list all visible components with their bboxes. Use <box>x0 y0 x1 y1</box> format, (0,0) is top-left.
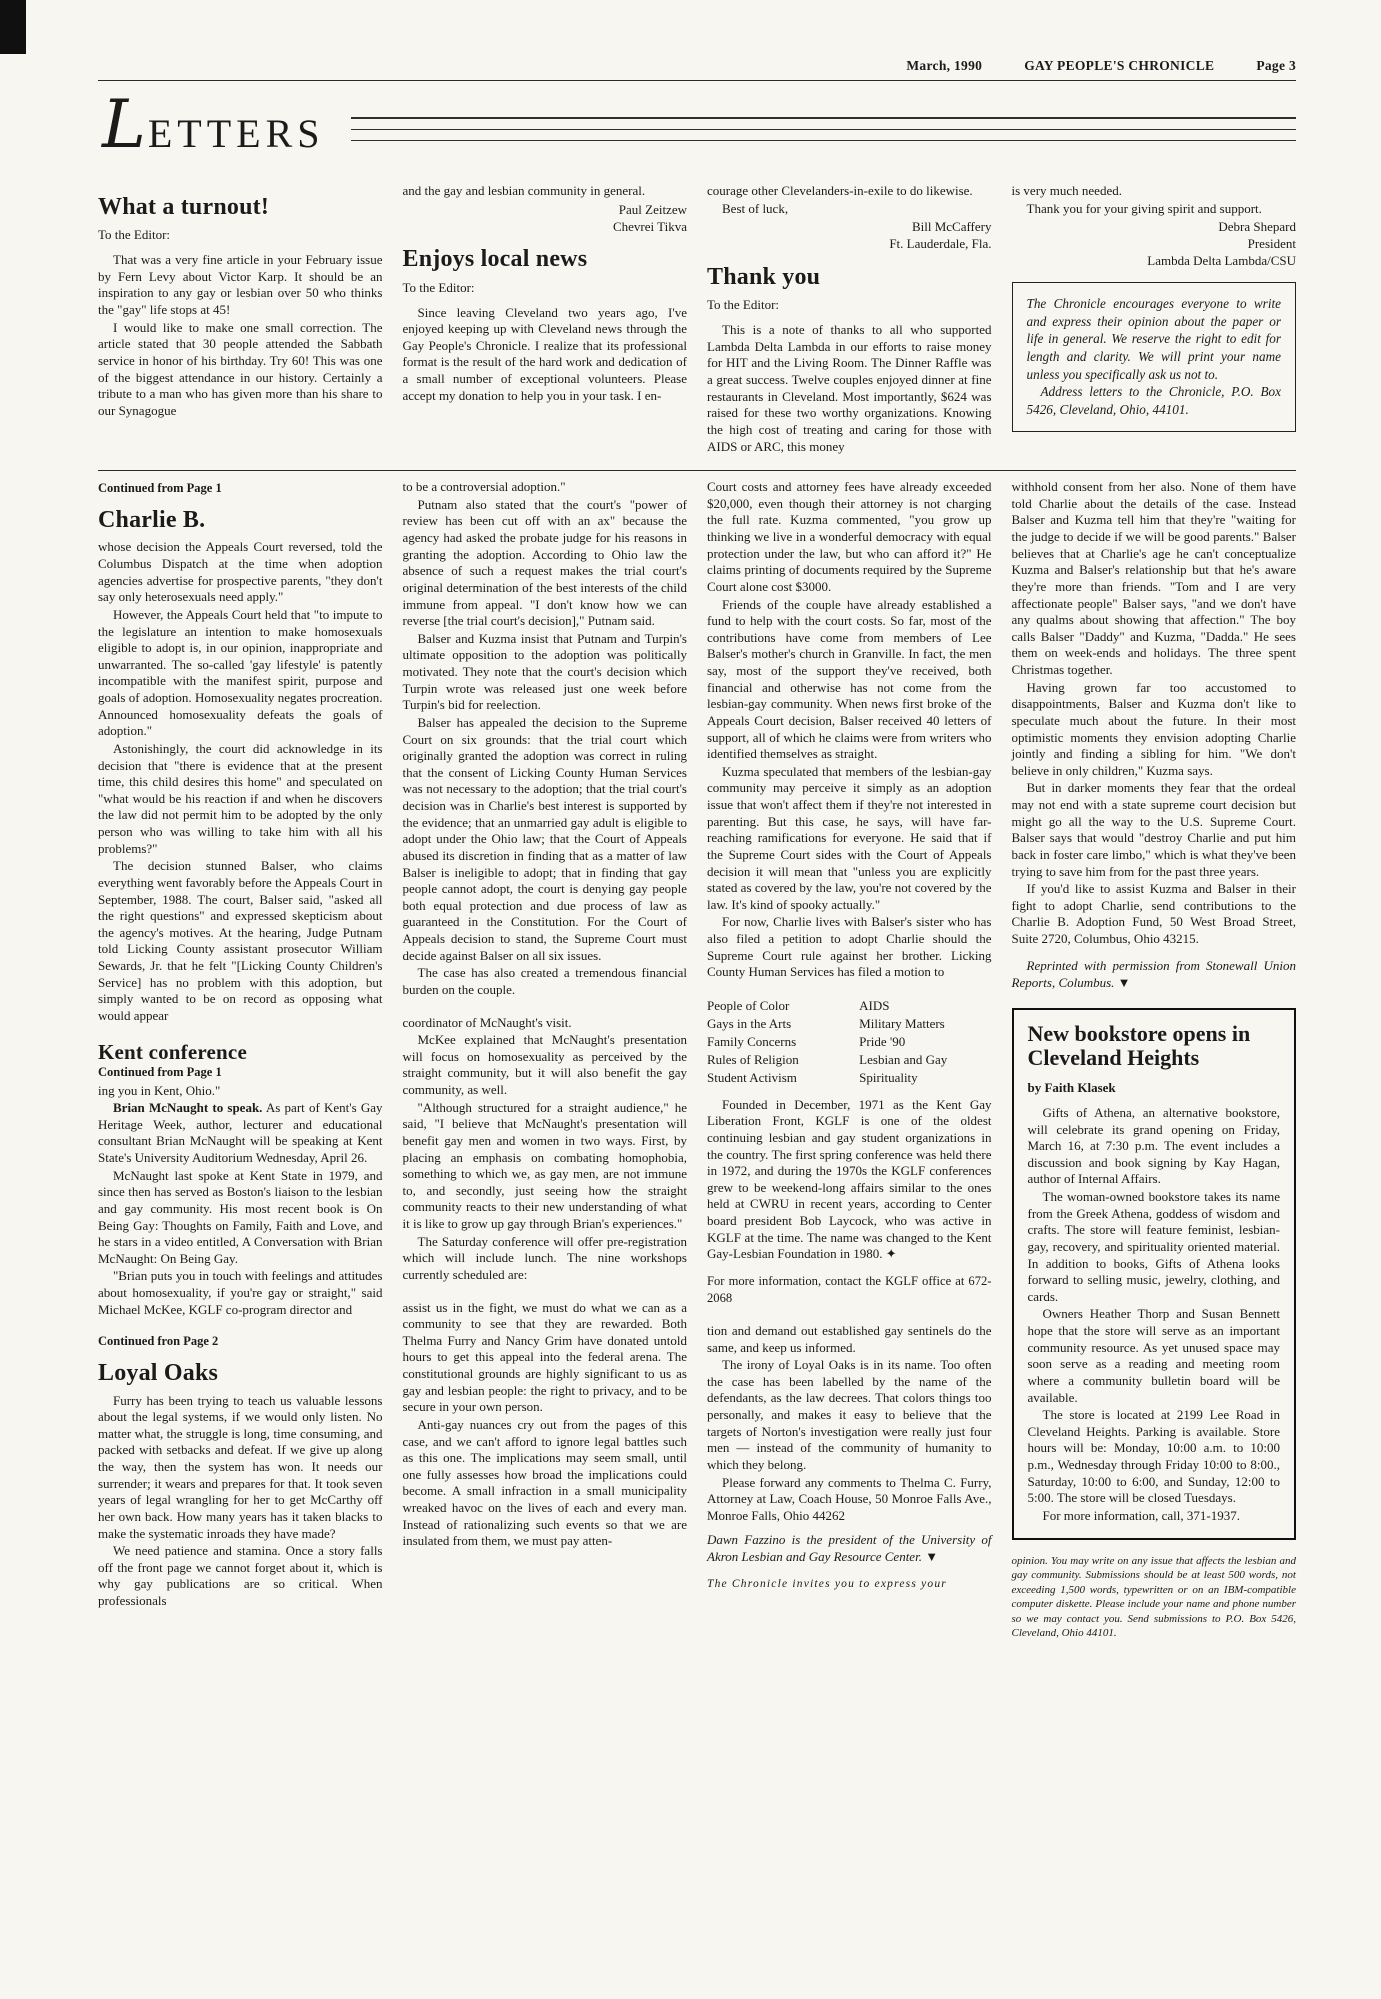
paragraph: Furry has been trying to teach us valuable lessons about the legal systems, if we would only listen. No matter what, the struggle is long, time consuming, and packed with setbacks and defeat. If we give up along the way, then the system has won. It needs our surrender; it wears and prepares for that. It took seven years of legal wrangling for her to get McCarthy off her own back. How many years has it taken blacks to make the systematic inroads they have made? <box>98 1392 383 1541</box>
paragraph: The Saturday conference will offer pre-registration which will include lunch. The nine workshops currently scheduled are: <box>402 1233 687 1282</box>
workshop-item: Family Concerns <box>707 1033 797 1049</box>
paragraph: and the gay and lesbian community in general. <box>402 183 646 198</box>
continued-label: Continued fron Page 2 <box>98 1334 219 1349</box>
workshop-item: Pride '90 <box>859 1033 906 1049</box>
paragraph: If you'd like to assist Kuzma and Balser in their fight to adopt Charlie, send contributions to the Charlie B. Adoption Fund, 50 West Broad Street, Suite 2720, Columbus, Ohio 43215. <box>1011 881 1296 947</box>
main-column-2 <box>403 479 688 1651</box>
paragraph: The store is located at 2199 Lee Road in Cleveland Heights. Parking is available. Store hours will be: Monday, 10:00 a.m. to 10:00 p.m., Wednesday through Friday 10:00 to 8:00., Saturday, 10:00 to 6:00, and Sunday, 12:00 to 5:00. The store will be closed Tuesdays. <box>1027 1407 1280 1506</box>
letters-wordmark-text: ETTERS <box>147 111 325 156</box>
letters-column-2 <box>403 183 688 456</box>
closing-line: Best of luck, <box>722 200 789 216</box>
continued-label: Continued from Page 1 <box>98 481 222 496</box>
salutation: To the Editor: <box>402 279 475 295</box>
letters-initial-l: L <box>102 86 146 163</box>
paragraph: This is a note of thanks to all who supported Lambda Delta Lambda in our efforts to raise money for HIT and the Living Room. The Dinner Raffle was a great success. Twelve couples enjoyed dinner at fine restaurants in Cleveland. Most importantly, $624 was raised for these two worthy organizations. Knowing the high cost of treating and caring for those with AIDS or ARC, this money <box>707 322 992 454</box>
paragraph: withhold consent from her also. None of them have told Charlie about the details of the case. Instead Balser and Kuzma tell him that they're "waiting for the judge to decide if we will be good parents." Balser believes that at Charlie's age he can't conceptualize Kuzma and Balser's relationship but that he's aware they're more than friends. "Tom and I are very affectionate people" Balser says, "and we don't have any qualms about showing that affection." The boy calls Balser "Daddy" and Kuzma, "Dadda." He sees them on week-ends and holidays. The three spent Christmas together. <box>1011 479 1296 678</box>
letters-column-4 <box>1012 183 1297 456</box>
notice-paragraph: The Chronicle encourages everyone to write and express their opinion about the paper or life in general. We reserve the right to edit for length and clarity. We will print your name unless you specifically ask us not to. <box>1026 295 1281 382</box>
paragraph: Friends of the couple have already established a fund to help with the court costs. So far, most of the contributions have come from members of Lee Balser's mother's church in Granville. In fact, the men say, most of the support they've received, both financial and otherwise has not come from the lesbian-gay community. When news first broke of the Appeals Court decision, Balser received 40 letters of support, all of which he claims were from writers who identified themselves as straight. <box>707 596 992 762</box>
paragraph: Having grown far too accustomed to disappointments, Balser and Kuzma don't like to speculate much about the future. In their most optimistic moments they envision adopting Charlie jointly and finding a sibling for him. "We don't believe in only children," Kuzma says. <box>1011 679 1296 778</box>
chronicle-invite-line: The Chronicle invites you to express your <box>707 1578 947 1591</box>
letters-section <box>98 183 1296 456</box>
salutation: To the Editor: <box>707 297 780 313</box>
notice-paragraph: Address letters to the Chronicle, P.O. Box 5426, Cleveland, Ohio, 44101. <box>1026 384 1281 418</box>
paragraph: The case has also created a tremendous financial burden on the couple. <box>402 965 687 997</box>
signature-name: Bill McCaffery <box>911 219 992 235</box>
article-charlie-b-col4 <box>1012 479 1297 991</box>
paragraph: Balser and Kuzma insist that Putnam and Turpin's ultimate opposition to the adoption was politically motivated. They note that the court's decision which Turpin wrote was released just one week before Turpin's bid for reelection. <box>402 630 687 713</box>
paragraph: Astonishingly, the court did acknowledge in its decision that "there is evidence that at the present time, this child desires this home" and speculated on "what would be his reaction if and when he discovers the law did not permit him to be adopted by the only person who was willing to take him with all his problems?" <box>98 740 383 856</box>
article-kent-conference-col2 <box>403 1015 688 1284</box>
header-publication: GAY PEOPLE'S CHRONICLE <box>1024 58 1215 73</box>
header-date: March, 1990 <box>906 58 983 73</box>
article-title-bookstore: New bookstore opens in Cleveland Heights <box>1027 1020 1251 1070</box>
main-column-3 <box>707 479 992 1651</box>
article-title-kent-conference: Kent conference <box>98 1039 247 1064</box>
paragraph: Kuzma speculated that members of the lesbian-gay community may perceive it simply as an adoption issue that won't affect them if they're not interested in parenting. But this case, he says, will have far-reaching ramifications for everyone. He said that if the Supreme Court sides with the Court of Appeals decision it will mean that "unless you are explicitly stated as covered by the law, you're not covered by the law. It's kind of spooky actually." <box>707 763 992 912</box>
workshop-item: People of Color <box>707 997 790 1013</box>
workshop-item: Rules of Religion <box>707 1051 799 1067</box>
workshop-list <box>707 997 992 1087</box>
paragraph: For now, Charlie lives with Balser's sister who has also filed a petition to adopt Charlie should the Supreme Court rule against her brother. Licking County Human Services has filed a motion to <box>707 914 992 980</box>
signature-location: Ft. Lauderdale, Fla. <box>889 236 992 252</box>
paragraph <box>98 1100 383 1167</box>
main-section <box>98 479 1296 1651</box>
paragraph: courage other Clevelanders-in-exile to do likewise. <box>707 183 973 198</box>
paragraph: is very much needed. <box>1011 183 1122 198</box>
letters-wordmark <box>98 86 351 163</box>
signature-shepard <box>1012 219 1297 270</box>
paragraph: I would like to make one small correction. The article stated that 30 people attended the Sabbath service in honor of his birthday. Try 60! This was one of the biggest attendance in our history. Certainly a tribute to a man who has given more than his share to our Synagogue <box>98 319 383 418</box>
lead-in: Brian McNaught to speak. <box>113 1100 263 1116</box>
author-note: Dawn Fazzino is the president of the University of Akron Lesbian and Gay Resource Center. ▼ <box>707 1532 992 1565</box>
workshop-item: Spirituality <box>859 1069 918 1085</box>
letters-column-1 <box>98 183 383 456</box>
article-charlie-b-col1 <box>98 481 383 1024</box>
paragraph: Anti-gay nuances cry out from the pages of this case, and we can't afford to ignore legal battles such as this one. The implications may seem small, until one fully assesses how broad the implications could become. A small infraction in a small municipality wreaked havoc on the lives of each and every man. Instead of rationalizing such events so that we are insulated from them, we must pay atten- <box>402 1416 687 1549</box>
paragraph: Putnam also stated that the court's "power of review has been cut off with an ax" because the agency had asked the probate judge for his reasons in granting the adoption. According to Ohio law the absence of such a request makes the trial court's original determination of the best interests of the child immune from appeal. "I don't know how we can reverse [the trial court's decision]," Putnam said. <box>402 496 687 629</box>
paragraph: Thank you for your giving spirit and support. <box>1026 200 1262 216</box>
paragraph: "Although structured for a straight audience," he said, "I believe that McNaught's presentation will benefit gay men and women in two ways. First, by placing an emphasis on combating homophobia, something to which we, as gay men, are not immune to, and secondly, just seeing how the straight community reacts to their new understanding of what it is like to grow up gay through Brian's experiences." <box>402 1099 687 1232</box>
continued-label: Continued from Page 1 <box>98 1064 222 1079</box>
article-kent-conference-col1 <box>98 1041 383 1319</box>
paragraph-text: As part of Kent's Gay Heritage Week, author, lecturer and educational consultant Brian McNaught will be speaking at Kent State's University Auditorium Wednesday, April 26. <box>98 1100 383 1166</box>
article-title-charlie-b: Charlie B. <box>98 507 206 534</box>
paragraph: Owners Heather Thorp and Susan Bennett hope that the store will serve as an important community resource. As yet unused space may soon serve as a reading and meeting room where a community bulletin board will be available. <box>1027 1306 1280 1405</box>
paragraph: McKee explained that McNaught's presentation will focus on homosexuality as perceived by the straight community, but it will also benefit the gay community, as well. <box>402 1032 687 1098</box>
article-charlie-b-col3 <box>707 479 992 981</box>
paragraph: to be a controversial adoption." <box>402 479 566 495</box>
main-column-4 <box>1012 479 1297 1651</box>
article-bookstore-box <box>1012 1008 1297 1540</box>
paragraph: But in darker moments they fear that the ordeal may not end with a state supreme court decision but might go all the way to the U.S. Supreme Court. Balser says that would "destroy Charlie and put him back in foster care limbo," which is what they've been trying to save him from for the past three years. <box>1011 780 1296 879</box>
paragraph: However, the Appeals Court held that "to impute to the legislature an intention to make homosexuals eligible to adopt is, in our opinion, inappropriate and unwarranted. The so-called 'gay lifestyle' is patently incompatible with the manifest spirit, purpose and goals of adoption. Homosexuality negates procreation. Announced homosexuality defeats the goals of adoption." <box>98 606 383 739</box>
signature-name: Debra Shepard <box>1218 219 1296 235</box>
header-rule <box>98 80 1296 81</box>
paragraph: Balser has appealed the decision to the Supreme Court on six grounds: that the trial court which originally granted the adoption was correct in ruling that the consent of Licking County Human Services was not necessary to the adoption; that the trial court's decision was in Charlie's best interest is supported by the evidence; that an unmarried gay adult is eligible to adopt under the Ohio law; that the Court of Appeals abused its discretion in finding that as a matter of law Balser is ineligible to adopt; that in finding that gay people cannot adopt, the court is denying gay people both equal protection and due process of law as guaranteed in the Constitution. For the Court of Appeals decision to stand, the Supreme Court must decide against Balser on all six issues. <box>402 714 687 963</box>
paragraph: coordinator of McNaught's visit. <box>402 1014 572 1030</box>
article-loyal-oaks-col2 <box>403 1300 688 1550</box>
workshop-item: Gays in the Arts <box>707 1015 792 1031</box>
page-content <box>98 58 1296 1652</box>
letters-masthead <box>98 86 1296 169</box>
paragraph: Please forward any comments to Thelma C. Furry, Attorney at Law, Coach House, 50 Monroe Falls Ave., Monroe Falls, Ohio 44262 <box>707 1474 992 1523</box>
main-column-1 <box>98 479 383 1651</box>
paragraph: Founded in December, 1971 as the Kent Gay Liberation Front, KGLF is one of the oldest continuing lesbian and gay student organizations in the country. The first spring conference was held there in 1972, and during the 1970s the KGLF conferences grew to be weekend-long affairs similar to the ones held at CWRU in recent years, according to Center board president Bob Laycock, who was active in KGLF at the time. The name was changed to the Kent Gay-Lesbian Foundation in 1980. ✦ <box>707 1096 992 1262</box>
paragraph: The woman-owned bookstore takes its name from the Greek Athena, goddess of wisdom and crafts. The store will feature feminist, lesbian-gay, recovery, and spirituality oriented material. In addition to books, Gifts of Athena looks forward to selling music, jewelry, clothing, and cards. <box>1027 1189 1280 1304</box>
signature-org: Chevrei Tikva <box>612 218 687 234</box>
letter-title-thank-you: Thank you <box>707 264 821 291</box>
letter-title-turnout: What a turnout! <box>98 194 270 220</box>
paragraph: McNaught last spoke at Kent State in 1979, and since then has served as Boston's liaison to the lesbian and gay community. His most recent book is On Being Gay: Thoughts on Family, Faith and Love, and he stars in a video entitled, A Conversation with Brian McNaught: On Being Gay. <box>98 1167 383 1266</box>
paragraph: The irony of Loyal Oaks is in its name. Too often the case has been labelled by the name of the defendants, as the law decrees. That colors things too personally, and makes it easy to believe that the targets of Norton's investigation were really just four men — instead of the community of humanity to which they belong. <box>707 1357 992 1472</box>
paragraph: That was a very fine article in your February issue by Fern Levy about Victor Karp. It should be an inspiration to any gay or lesbian over 50 who thinks the "gay" life stops at 45! <box>98 252 383 318</box>
signature-name: Paul Zeitzew <box>618 201 687 217</box>
paragraph: Court costs and attorney fees have already exceeded $20,000, even though their attorney is not charging the full rate. Kuzma commented, "you grow up thinking we live in a wonderful democracy with equal protection under the law, but who can afford it?" He claims printing of documents required by the Supreme Court alone cost $3000. <box>707 479 992 594</box>
salutation: To the Editor: <box>98 227 171 243</box>
editor-notice-box <box>1012 282 1297 432</box>
signature-mccaffery <box>707 219 992 253</box>
paragraph: "Brian puts you in touch with feelings and attitudes about homosexuality, if you're gay or straight," said Michael McKee, KGLF co-program director and <box>98 1268 383 1317</box>
signature-org: Lambda Delta Lambda/CSU <box>1147 253 1296 269</box>
paragraph: We need patience and stamina. Once a story falls off the front page we cannot forget about it, which is why gay publications are so critical. When professionals <box>98 1543 383 1609</box>
byline: by Faith Klasek <box>1027 1079 1116 1095</box>
paragraph: The decision stunned Balser, who claims everything went favorably before the Appeals Court in September, 1988. The court, Balser said, "asked all the right questions" and expressed skepticism about the agency's motives. At the hearing, Judge Putnam told Licking County assistant prosecutor William Sewards, Jr. that he felt "[Licking County Children's Service] has no problem with this adoption, but simply wanted to be on record as opposing what would appear <box>98 858 383 1023</box>
letter-title-local-news: Enjoys local news <box>402 246 588 273</box>
article-kent-conference-col3 <box>707 997 992 1307</box>
scan-artifact <box>0 0 26 54</box>
workshop-item: Student Activism <box>707 1069 797 1085</box>
article-loyal-oaks-col3 <box>707 1323 992 1590</box>
letters-column-3 <box>707 183 992 456</box>
header-page-number: Page 3 <box>1256 58 1296 73</box>
signature-zeitzew <box>403 202 688 236</box>
workshop-item: Lesbian and Gay <box>859 1051 948 1067</box>
paragraph: whose decision the Appeals Court reversed, told the Columbus Dispatch at the time when adoption agencies advertise for prospective parents, "they don't say only heterosexuals need apply." <box>98 539 383 605</box>
submission-policy-text: opinion. You may write on any issue that affects the lesbian and gay community. Submissions should be at least 500 words, not exceeding 1,500 words, typewritten or on an IBM-compatible computer diskette. Please include your name and phone number so we may contact you. Send submissions to P.O. Box 5426, Cleveland, Ohio 44101. <box>1011 1554 1296 1640</box>
kglf-contact-info: For more information, contact the KGLF office at 672-2068 <box>707 1273 992 1305</box>
article-loyal-oaks-col1 <box>98 1334 383 1609</box>
running-header <box>98 58 1296 80</box>
signature-title: President <box>1247 236 1296 252</box>
paragraph: tion and demand out established gay sentinels do the same, and keep us informed. <box>707 1322 992 1355</box>
paragraph: ing you in Kent, Ohio." <box>98 1082 221 1098</box>
reprint-credit: Reprinted with permission from Stonewall Union Reports, Columbus. ▼ <box>1011 957 1296 990</box>
section-divider-rule <box>98 470 1296 471</box>
workshop-item: Military Matters <box>859 1015 945 1031</box>
paragraph: For more information, call, 371-1937. <box>1042 1507 1240 1523</box>
paragraph: Since leaving Cleveland two years ago, I've enjoyed keeping up with Cleveland news through the Gay People's Chronicle. I realize that its professional format is the result of the hard work and dedication of a small number of exceptional volunteers. Please accept my donation to help you in your task. I en- <box>402 304 687 403</box>
article-title-loyal-oaks: Loyal Oaks <box>98 1360 219 1387</box>
paragraph: assist us in the fight, we must do what we can as a community to see that they are rewarded. Both Thelma Furry and Nancy Grim have donated untold hours to get this appeal into the federal arena. The constitutional grounds are highly significant to us as gay and lesbian people: the right to privacy, and to be secure in your own person. <box>402 1299 687 1415</box>
article-charlie-b-col2 <box>403 479 688 998</box>
workshop-item: AIDS <box>859 997 890 1013</box>
paragraph: Gifts of Athena, an alternative bookstore, will celebrate its grand opening on Friday, March 16, at 7:30 p.m. The event includes a discussion and book signing by Kay Hagan, author of Internal Affairs. <box>1027 1104 1280 1187</box>
